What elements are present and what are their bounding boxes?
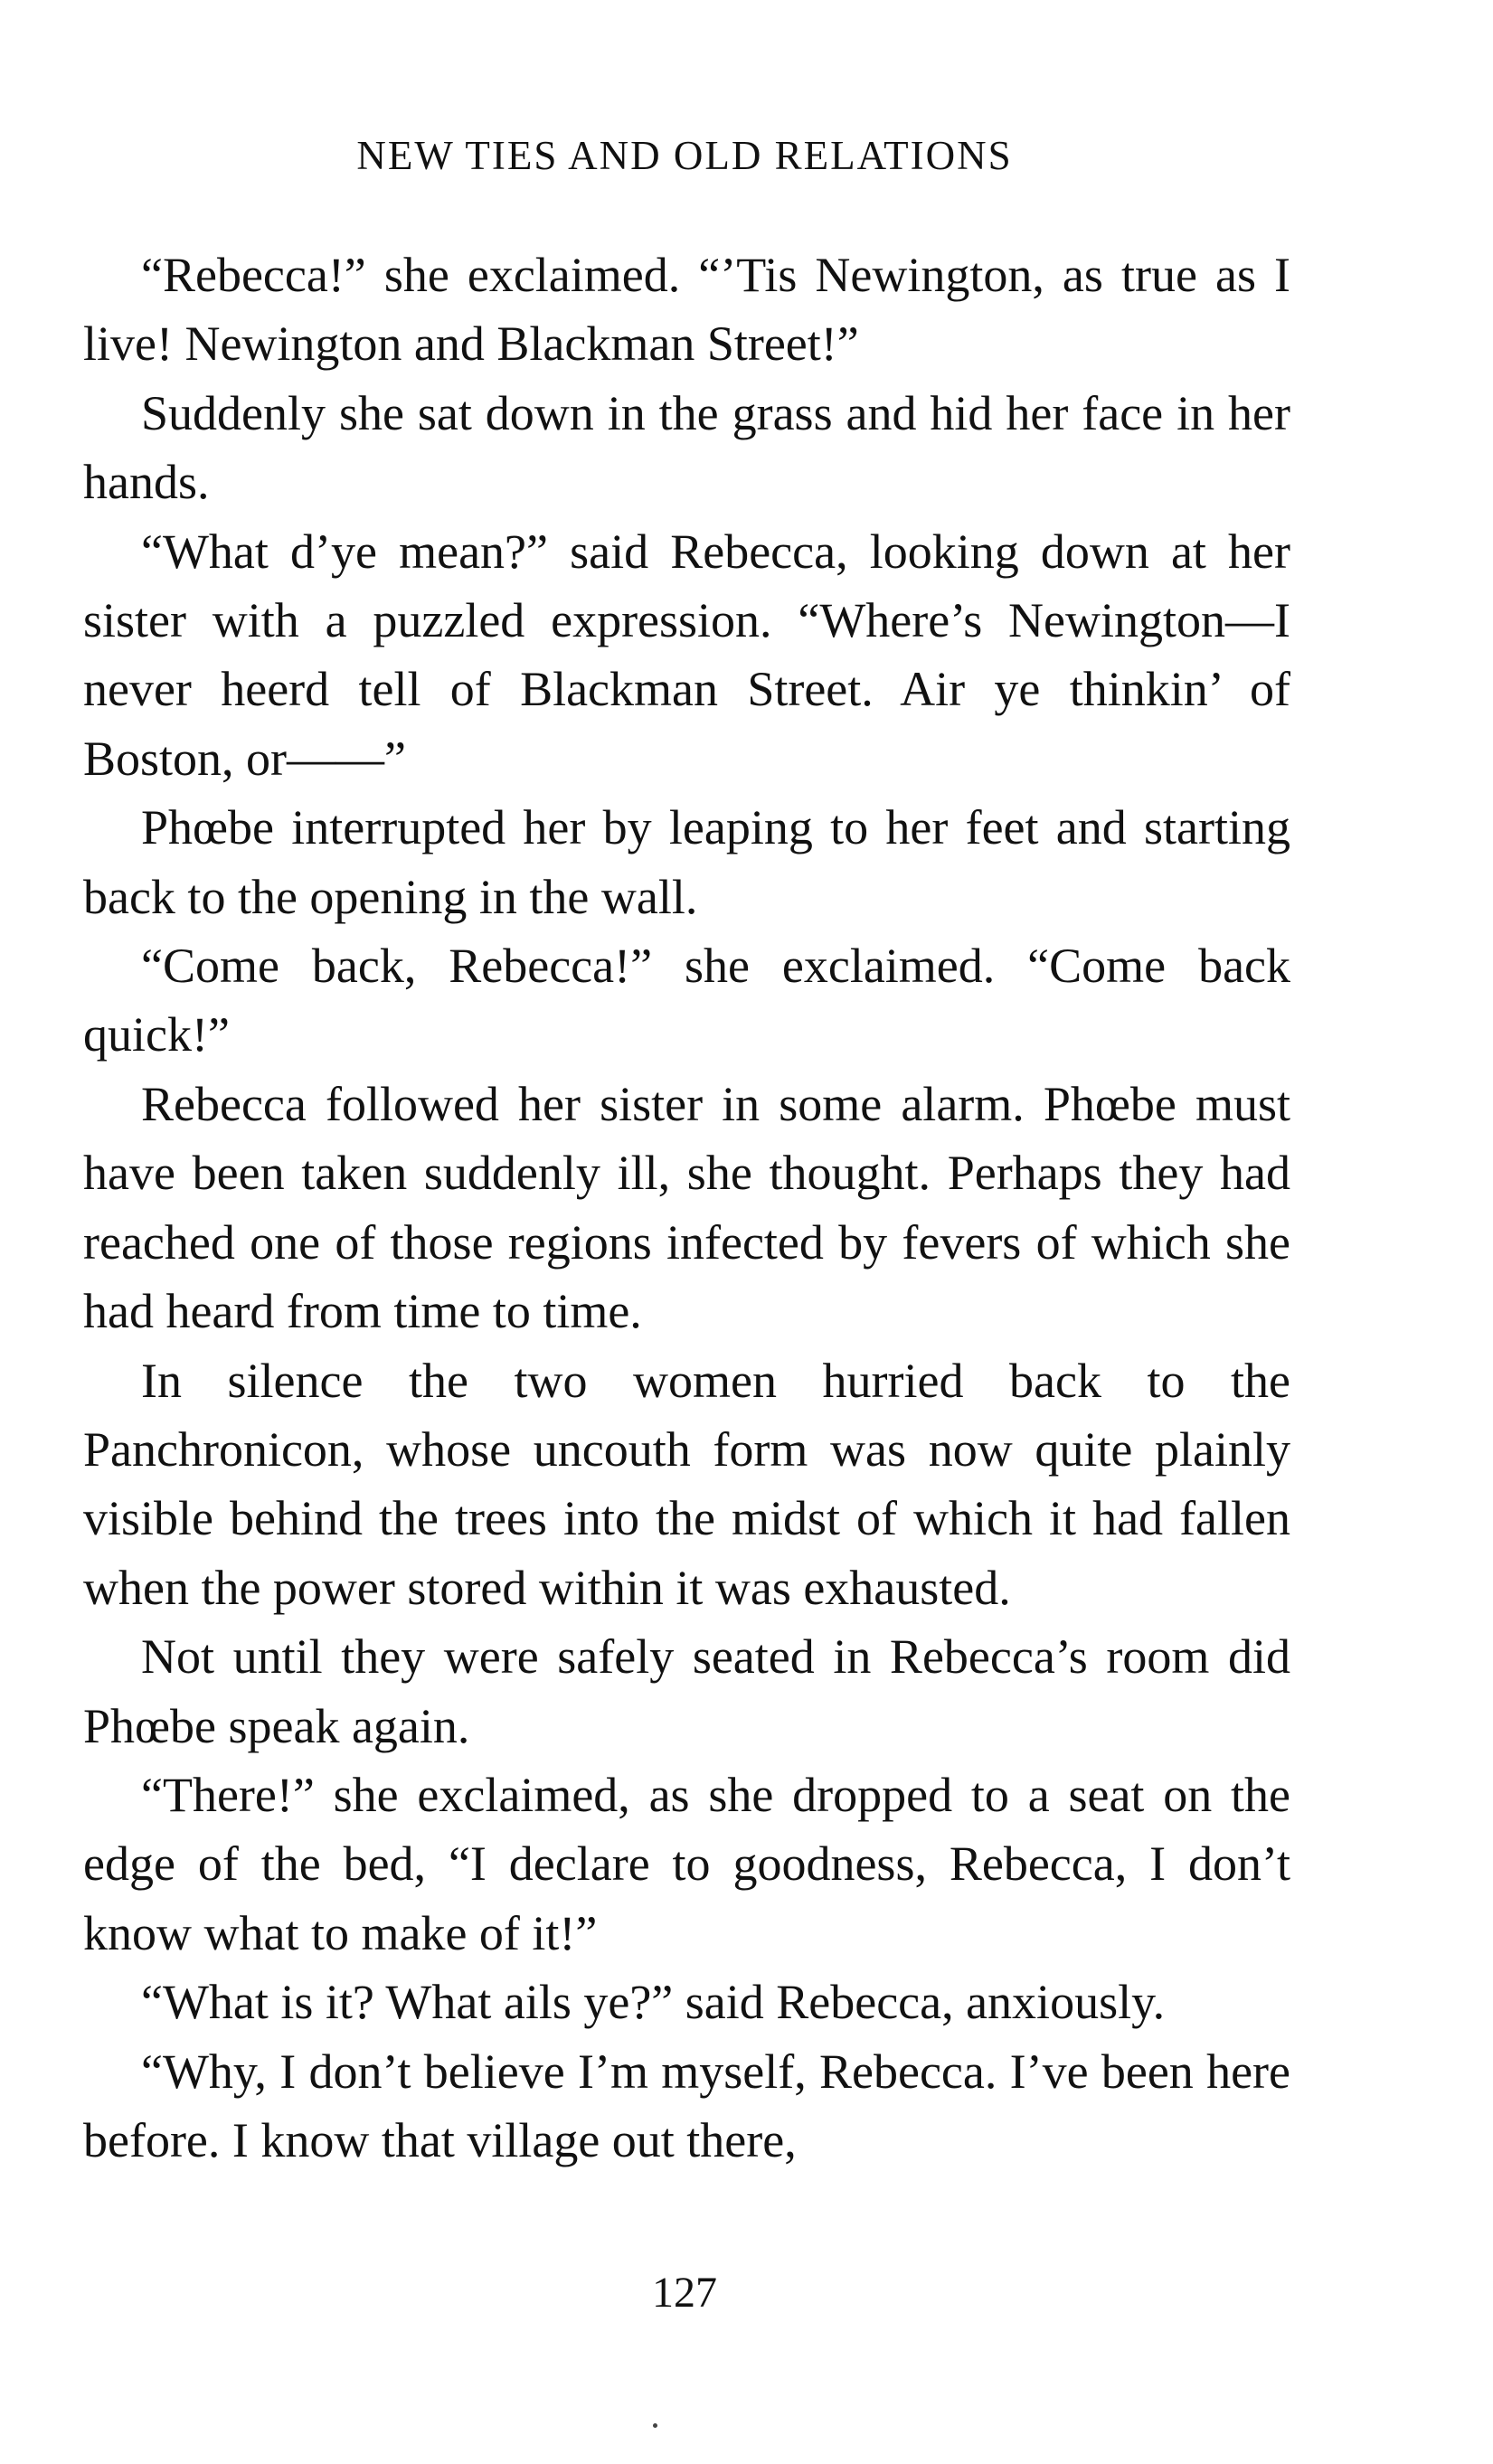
paragraph: “Come back, Rebecca!” she exclaimed. “Come back quick!” (83, 939, 1290, 1062)
paragraph: “Why, I don’t believe I’m myself, Rebecca. I’ve been here before. I know that village out there, (83, 2044, 1290, 2167)
body-text (83, 241, 1290, 2175)
paragraph: “What is it? What ails ye?” said Rebecca, anxiously. (141, 1975, 1166, 2030)
running-head: NEW TIES AND OLD RELATIONS (356, 133, 1013, 178)
page-number: 127 (652, 2269, 717, 2317)
ink-speck (653, 2423, 657, 2428)
paragraph: In silence the two women hurried back to the Panchronicon, whose uncouth form was now quite plainly visible behind the trees into the midst of which it had fallen when the power stored within it was exhausted. (83, 1353, 1290, 1615)
paragraph: Suddenly she sat down in the grass and hid her face in her hands. (83, 385, 1290, 510)
paragraph: Phœbe interrupted her by leaping to her feet and starting back to the opening in the wall. (83, 800, 1290, 924)
paragraph: “Rebecca!” she exclaimed. “’Tis Newington, as true as I live! Newington and Blackman Street!” (83, 248, 1290, 372)
paragraph: Rebecca followed her sister in some alarm. Phœbe must have been taken suddenly ill, she thought. Perhaps they had reached one of those regions infected by fevers of which she had heard from time to time. (83, 1076, 1290, 1339)
paragraph: Not until they were safely seated in Rebecca’s room did Phœbe speak again. (83, 1629, 1290, 1753)
paragraph: “What d’ye mean?” said Rebecca, looking down at her sister with a puzzled expression. “Where’s Newington—I never heerd tell of Blackman Street. Air ye thinkin’ of Boston, or——” (83, 524, 1290, 786)
paragraph: “There!” she exclaimed, as she dropped to a seat on the edge of the bed, “I declare to goodness, Rebecca, I don’t know what to make of it!” (83, 1767, 1290, 1960)
